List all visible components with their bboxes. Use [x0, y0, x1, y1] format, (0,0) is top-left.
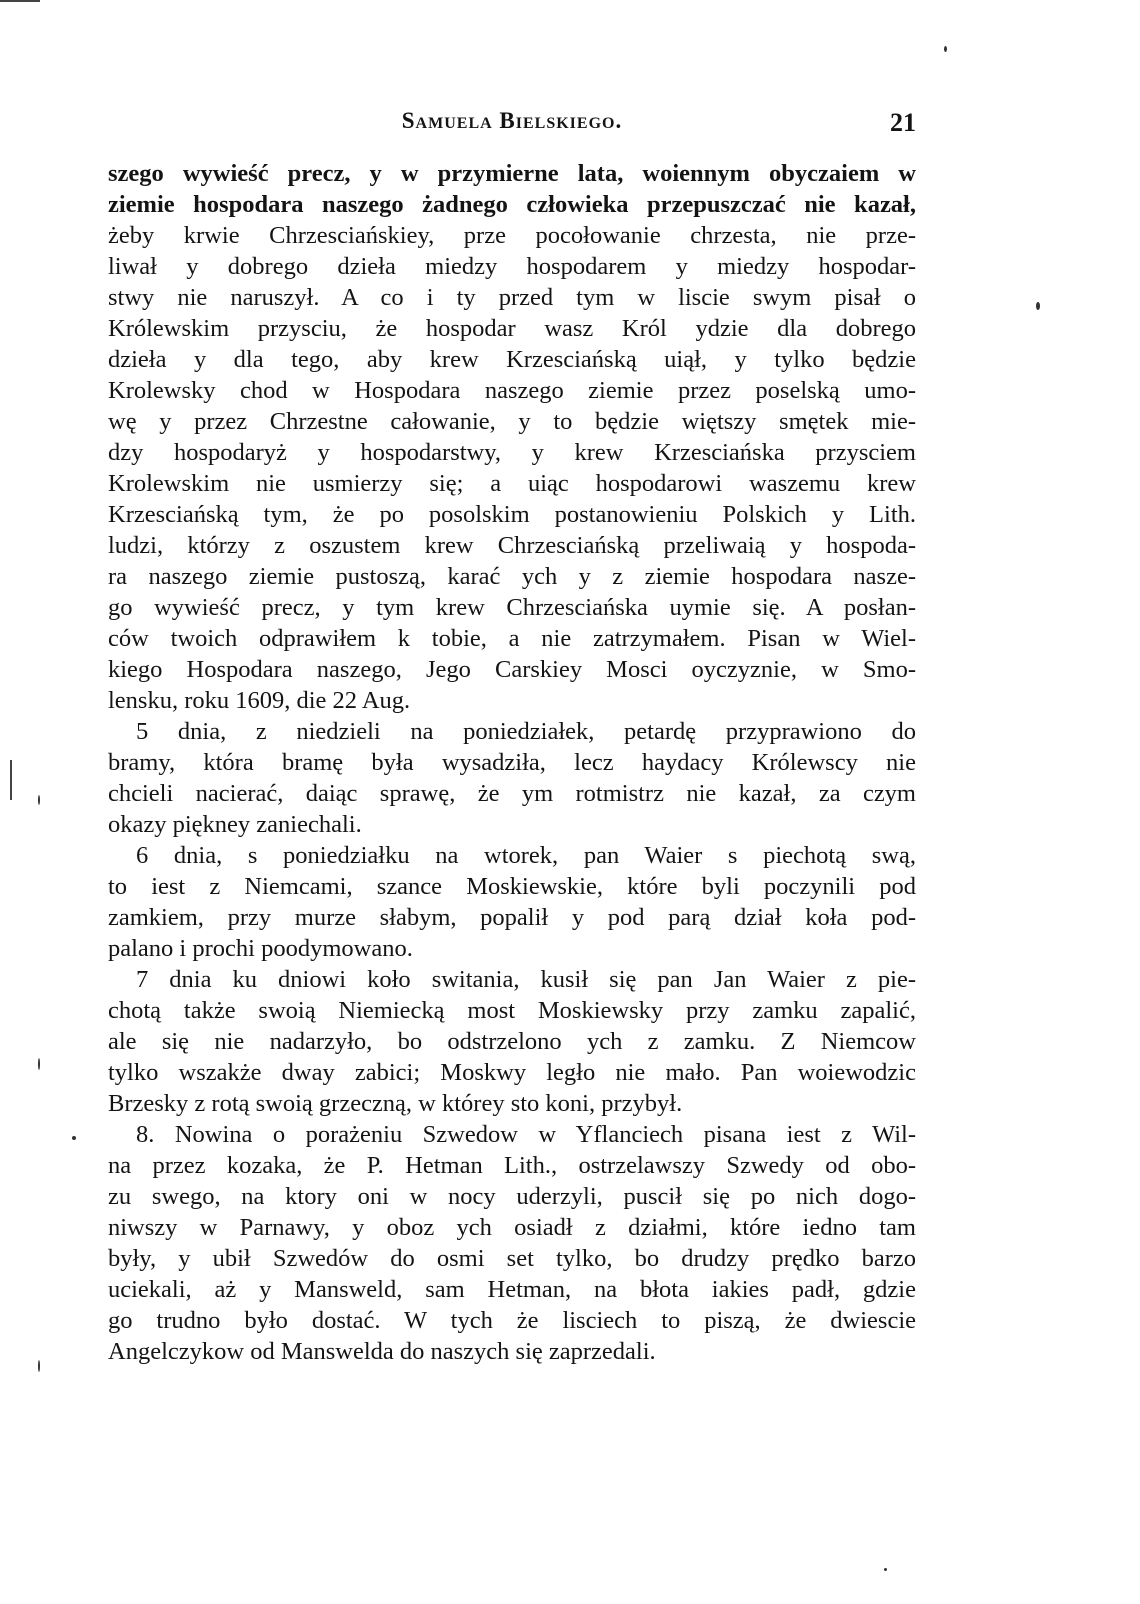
text-line: Angelczykow od Manswelda do naszych się zaprzedali.: [108, 1338, 656, 1365]
text-line: zamkiem, przy murze słabym, popalił y pod parą dział koła pod-: [108, 904, 916, 931]
ink-speck: [72, 1136, 76, 1140]
text-line: zu swego, na ktory oni w nocy uderzyli, puscił się po nich dogo-: [108, 1183, 916, 1210]
ink-speck: [38, 1360, 40, 1372]
text-line: niwszy w Parnawy, y oboz ych osiadł z działmi, które iedno tam: [108, 1214, 916, 1241]
body-text: [108, 158, 916, 1367]
text-line: były, y ubił Szwedów do osmi set tylko, bo drudzy prędko barzo: [108, 1245, 916, 1272]
text-line: chotą także swoią Niemiecką most Moskiewsky przy zamku zapalić,: [108, 997, 916, 1024]
text-line: Krolewsky chod w Hospodara naszego ziemie przez poselską umo-: [108, 377, 916, 404]
text-line: szego wywieść precz, y w przymierne lata, woiennym obyczaiem w: [108, 160, 916, 187]
text-line: tylko wszakże dway zabici; Moskwy legło nie mało. Pan woiewodzic: [108, 1059, 916, 1086]
text-line: Brzesky z rotą swoią grzeczną, w którey sto koni, przybył.: [108, 1090, 683, 1117]
text-line: to iest z Niemcami, szance Moskiewskie, które byli poczynili pod: [108, 873, 916, 900]
page-number: 21: [890, 108, 916, 137]
paragraph-start-line: 8. Nowina o porażeniu Szwedow w Yflanciech pisana iest z Wil-: [136, 1121, 916, 1148]
text-line: wę y przez Chrzestne całowanie, y to będzie więtszy smętek mie-: [108, 408, 916, 435]
text-line: żeby krwie Chrzesciańskiey, prze pocołowanie chrzesta, nie prze-: [108, 222, 916, 249]
page-header: [108, 108, 916, 142]
ink-speck: [1036, 302, 1040, 310]
text-line: uciekali, aż y Mansweld, sam Hetman, na błota iakies padł, gdzie: [108, 1276, 916, 1303]
text-line: palano i prochi poodymowano.: [108, 935, 413, 962]
text-line: Krzesciańską tym, że po posolskim postanowieniu Polskich y Lith.: [108, 501, 916, 528]
text-line: ludzi, którzy z oszustem krew Chrzesciańską przeliwaią y hospoda-: [108, 532, 916, 559]
text-line: Krolewskim nie usmierzy się; a uiąc hospodarowi waszemu krew: [108, 470, 916, 497]
text-line: chcieli nacierać, daiąc sprawę, że ym rotmistrz nie kazał, za czym: [108, 780, 916, 807]
text-line: go wywieść precz, y tym krew Chrzesciańska uymie się. A posłan-: [108, 594, 916, 621]
text-line: dzy hospodaryż y hospodarstwy, y krew Krzesciańska przysciem: [108, 439, 916, 466]
text-line: ra naszego ziemie pustoszą, karać ych y z ziemie hospodara nasze-: [108, 563, 916, 590]
text-line: ców twoich odprawiłem k tobie, a nie zatrzymałem. Pisan w Wiel-: [108, 625, 916, 652]
text-line: bramy, która bramę była wysadziła, lecz haydacy Królewscy nie: [108, 749, 916, 776]
ink-speck: [944, 46, 947, 52]
left-edge-mark: [10, 760, 12, 800]
text-line: go trudno było dostać. W tych że lisciech to piszą, że dwiescie: [108, 1307, 916, 1334]
running-head: Samuela Bielskiego.: [401, 108, 623, 133]
text-line: kiego Hospodara naszego, Jego Carskiey Mosci oyczyznie, w Smo-: [108, 656, 916, 683]
paragraph-start-line: 6 dnia, s poniedziałku na wtorek, pan Waier s piechotą swą,: [136, 842, 916, 869]
text-line: na przez kozaka, że P. Hetman Lith., ostrzelawszy Szwedy od obo-: [108, 1152, 916, 1179]
paragraph-start-line: 5 dnia, z niedzieli na poniedziałek, petardę przyprawiono do: [136, 718, 916, 745]
paragraph-start-line: 7 dnia ku dniowi koło switania, kusił się pan Jan Waier z pie-: [136, 966, 916, 993]
top-edge-mark: [0, 0, 40, 2]
ink-speck: [884, 1568, 887, 1571]
text-line: okazy piękney zaniechali.: [108, 811, 362, 838]
text-line: ale się nie nadarzyło, bo odstrzelono ych z zamku. Z Niemcow: [108, 1028, 916, 1055]
text-line: lensku, roku 1609, die 22 Aug.: [108, 687, 411, 714]
ink-speck: [38, 1058, 40, 1070]
text-line: ziemie hospodara naszego żadnego człowieka przepuszczać nie kazał,: [108, 191, 916, 218]
ink-speck: [38, 795, 40, 805]
text-line: Królewskim przysciu, że hospodar wasz Król ydzie dla dobrego: [108, 315, 916, 342]
text-line: stwy nie naruszył. A co i ty przed tym w liscie swym pisał o: [108, 284, 916, 311]
text-line: dzieła y dla tego, aby krew Krzesciańską uiął, y tylko będzie: [108, 346, 916, 373]
text-line: liwał y dobrego dzieła miedzy hospodarem y miedzy hospodar-: [108, 253, 916, 280]
